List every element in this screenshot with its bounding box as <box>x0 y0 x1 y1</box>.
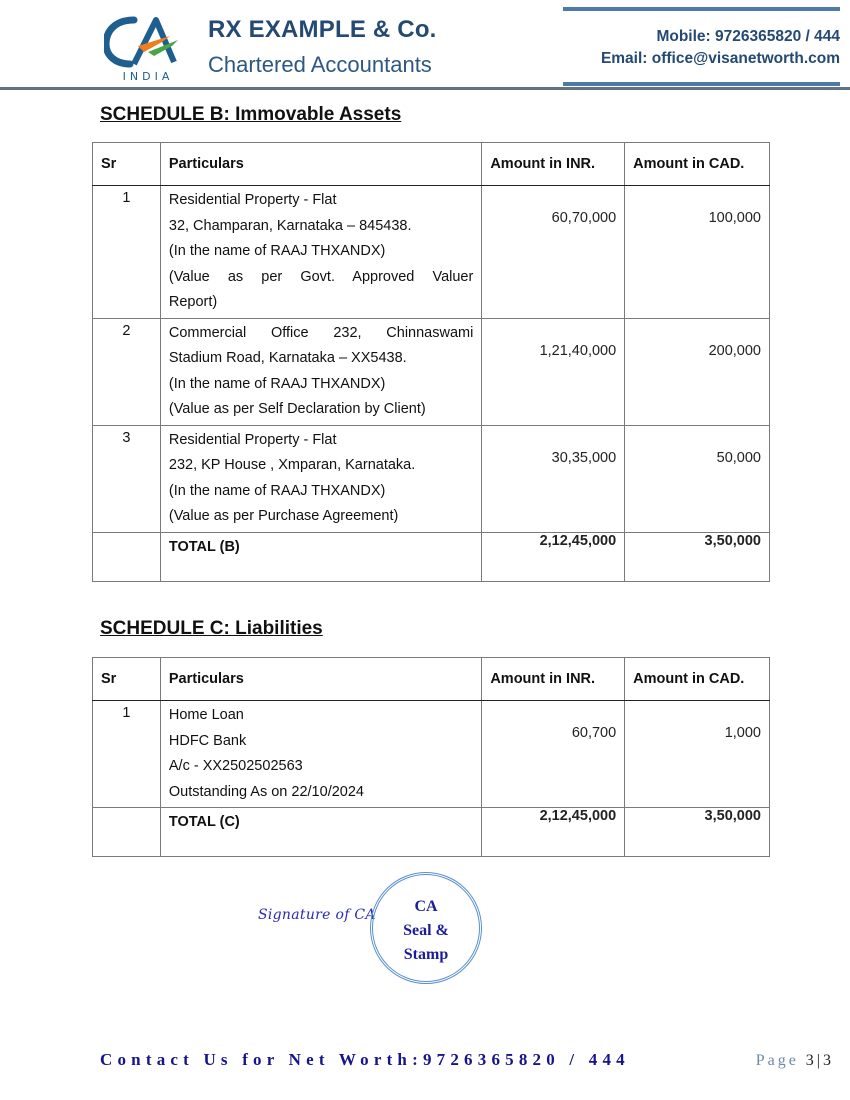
schedule-c-table <box>92 657 770 857</box>
ca-seal-stamp <box>370 872 482 984</box>
seal-line: Stamp <box>403 946 449 963</box>
col-header-sr: Sr <box>93 658 161 701</box>
schedule-b-table <box>92 142 770 582</box>
total-inr: 2,12,45,000 <box>482 532 625 581</box>
col-header-particulars: Particulars <box>160 143 481 186</box>
table-row <box>93 186 770 319</box>
total-row <box>93 808 770 857</box>
particulars-line: Report) <box>168 294 218 310</box>
page-label: Page <box>755 1052 799 1069</box>
table-row <box>93 318 770 425</box>
sr-cell: 2 <box>93 318 161 425</box>
particulars-cell <box>160 318 481 425</box>
total-cad: 3,50,000 <box>625 532 770 581</box>
seal-line: Seal & <box>403 922 449 939</box>
header-contact <box>601 26 840 70</box>
page-indicator <box>756 1052 834 1070</box>
seal-line: CA <box>414 898 438 915</box>
particulars-line: Commercial Office 232, Chinnaswami <box>168 324 474 341</box>
particulars-line: (Value as per Purchase Agreement) <box>168 508 399 524</box>
mobile-number: Mobile: 9726365820 / 444 <box>656 28 840 45</box>
page-number: 3|3 <box>805 1052 834 1069</box>
sr-cell-empty <box>93 808 161 857</box>
amount-cad-cell: 50,000 <box>625 425 770 532</box>
total-label: TOTAL (C) <box>160 808 481 857</box>
total-row <box>93 532 770 581</box>
particulars-line: (Value as per Self Declaration by Client) <box>168 401 426 417</box>
particulars-cell <box>160 425 481 532</box>
amount-inr-cell: 60,700 <box>482 701 625 808</box>
total-cad: 3,50,000 <box>625 808 770 857</box>
seal-text <box>373 895 479 967</box>
particulars-line: Home Loan <box>168 707 244 723</box>
schedule-b-title: SCHEDULE B: Immovable Assets <box>100 104 402 125</box>
particulars-line: Outstanding As on 22/10/2024 <box>168 783 364 800</box>
amount-inr-cell: 30,35,000 <box>482 425 625 532</box>
col-header-sr: Sr <box>93 143 161 186</box>
col-header-inr: Amount in INR. <box>482 658 625 701</box>
particulars-line: (In the name of RAAJ THXANDX) <box>168 243 386 259</box>
col-header-inr: Amount in INR. <box>482 143 625 186</box>
particulars-line: (In the name of RAAJ THXANDX) <box>168 375 386 392</box>
header-top-bar <box>563 7 840 11</box>
sr-cell: 1 <box>93 701 161 808</box>
col-header-cad: Amount in CAD. <box>625 143 770 186</box>
particulars-line: 232, KP House , Xmparan, Karnataka. <box>168 457 416 473</box>
table-header-row <box>93 143 770 186</box>
schedule-c-title: SCHEDULE C: Liabilities <box>100 618 323 639</box>
table-row <box>93 425 770 532</box>
particulars-line: A/c - XX2502502563 <box>168 758 303 774</box>
particulars-line: 32, Champaran, Karnataka – 845438. <box>168 217 412 234</box>
email-address: Email: office@visanetworth.com <box>600 50 840 67</box>
sr-cell-empty <box>93 532 161 581</box>
amount-cad-cell: 200,000 <box>625 318 770 425</box>
particulars-cell <box>160 186 481 319</box>
footer-contact: Contact Us for Net Worth:9726365820 / 444 <box>100 1050 630 1069</box>
sr-cell: 1 <box>93 186 161 319</box>
header-divider <box>0 87 850 90</box>
particulars-line: HDFC Bank <box>168 732 247 749</box>
firm-subtitle: Chartered Accountants <box>208 52 432 77</box>
signature-of-ca: Signature of CA <box>258 907 376 923</box>
ca-india-logo-icon <box>104 12 192 82</box>
sr-cell: 3 <box>93 425 161 532</box>
particulars-line: (In the name of RAAJ THXANDX) <box>168 482 386 499</box>
amount-cad-cell: 1,000 <box>625 701 770 808</box>
firm-name: RX EXAMPLE & Co. <box>208 16 437 43</box>
particulars-line: Stadium Road, Karnataka – XX5438. <box>168 350 407 366</box>
table-row <box>93 701 770 808</box>
particulars-line: Residential Property - Flat <box>168 192 337 208</box>
particulars-line: Residential Property - Flat <box>168 431 337 448</box>
particulars-line: (Value as per Govt. Approved Valuer <box>168 268 474 285</box>
total-inr: 2,12,45,000 <box>482 808 625 857</box>
particulars-cell <box>160 701 481 808</box>
table-header-row <box>93 658 770 701</box>
total-label: TOTAL (B) <box>160 532 481 581</box>
amount-cad-cell: 100,000 <box>625 186 770 319</box>
amount-inr-cell: 1,21,40,000 <box>482 318 625 425</box>
col-header-cad: Amount in CAD. <box>625 658 770 701</box>
amount-inr-cell: 60,70,000 <box>482 186 625 319</box>
header-bottom-bar <box>563 82 840 86</box>
col-header-particulars: Particulars <box>160 658 481 701</box>
logo-text: INDIA <box>122 70 174 82</box>
